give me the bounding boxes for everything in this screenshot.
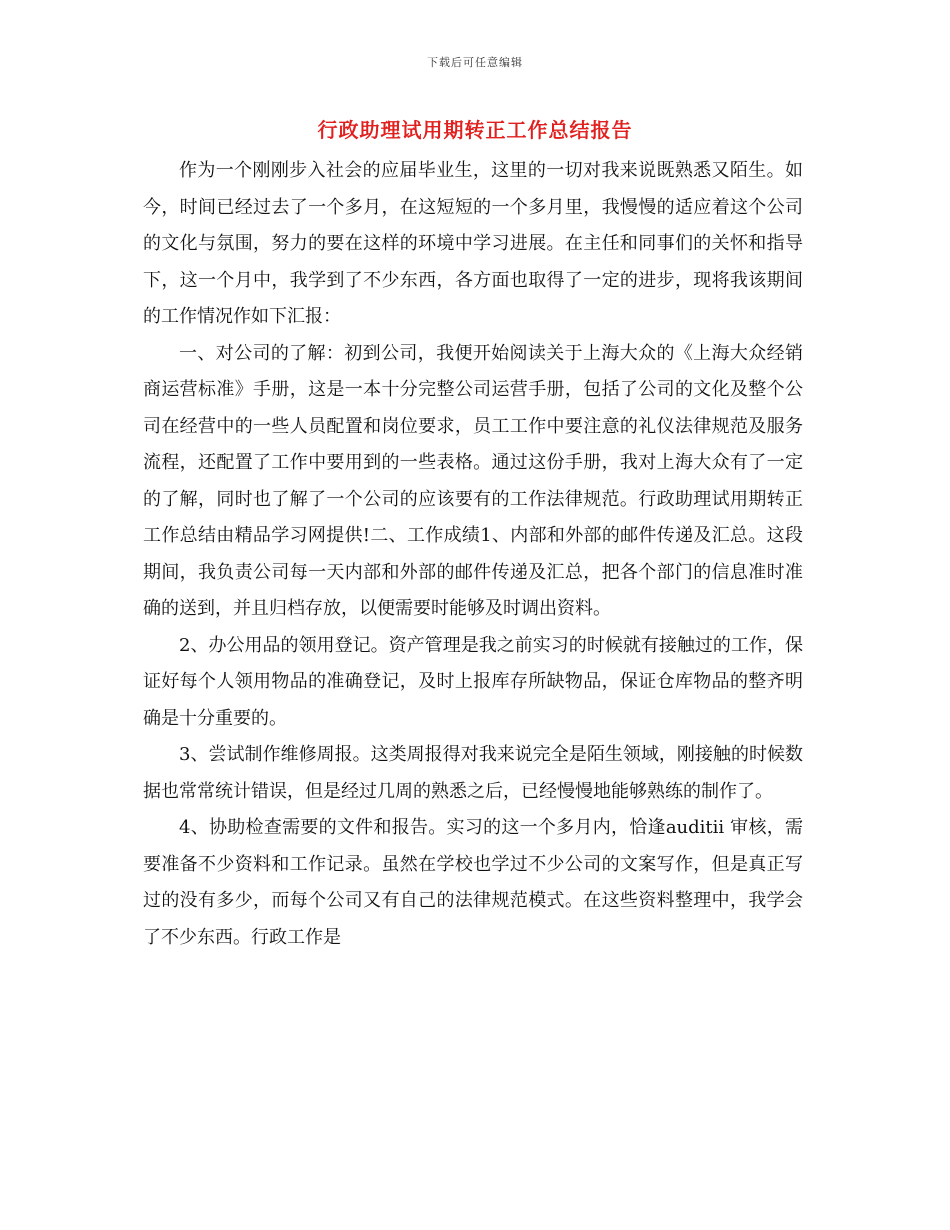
- document-body: [143, 153, 803, 956]
- paragraph-repair-weekly: 3、尝试制作维修周报。这类周报得对我来说完全是陌生领域，刚接触的时候数据也常常统计错误，但是经过几周的熟悉之后，已经慢慢地能够熟练的制作了。: [143, 744, 803, 802]
- paragraph-audit-documents: 4、协助检查需要的文件和报告。实习的这一个多月内，恰逢auditii 审核，需要准备不少资料和工作记录。虽然在学校也学过不少公司的文案写作，但是真正写过的没有多少，而每个公司又有自己的法律规范模式。在这些资料整理中，我学会了不少东西。行政工作是: [143, 817, 803, 948]
- paragraph-company-understanding: 一、对公司的了解：初到公司，我便开始阅读关于上海大众的《上海大众经销商运营标准》手册，这是一本十分完整公司运营手册，包括了公司的文化及整个公司在经营中的一些人员配置和岗位要求，员工工作中要注意的礼仪法律规范及服务流程，还配置了工作中要用到的一些表格。通过这份手册，我对上海大众有了一定的了解，同时也了解了一个公司的应该要有的工作法律规范。行政助理试用期转正工作总结由精品学习网提供!二、工作成绩1、内部和外部的邮件传递及汇总。这段期间，我负责公司每一天内部和外部的邮件传递及汇总，把各个部门的信息准时准确的送到，并且归档存放，以便需要时能够及时调出资料。: [143, 342, 803, 619]
- paragraph-intro: 作为一个刚刚步入社会的应届毕业生，这里的一切对我来说既熟悉又陌生。如今，时间已经过去了一个多月，在这短短的一个多月里，我慢慢的适应着这个公司的文化与氛围，努力的要在这样的环境中学习进展。在主任和同事们的关怀和指导下，这一个月中，我学到了不少东西，各方面也取得了一定的进步，现将我该期间的工作情况作如下汇报：: [143, 160, 803, 327]
- paragraph-office-supplies: 2、办公用品的领用登记。资产管理是我之前实习的时候就有接触过的工作，保证好每个人领用物品的准确登记，及时上报库存所缺物品，保证仓库物品的整齐明确是十分重要的。: [143, 634, 803, 729]
- document-title: 行政助理试用期转正工作总结报告: [317, 118, 633, 142]
- header-note: 下载后可任意编辑: [427, 56, 523, 69]
